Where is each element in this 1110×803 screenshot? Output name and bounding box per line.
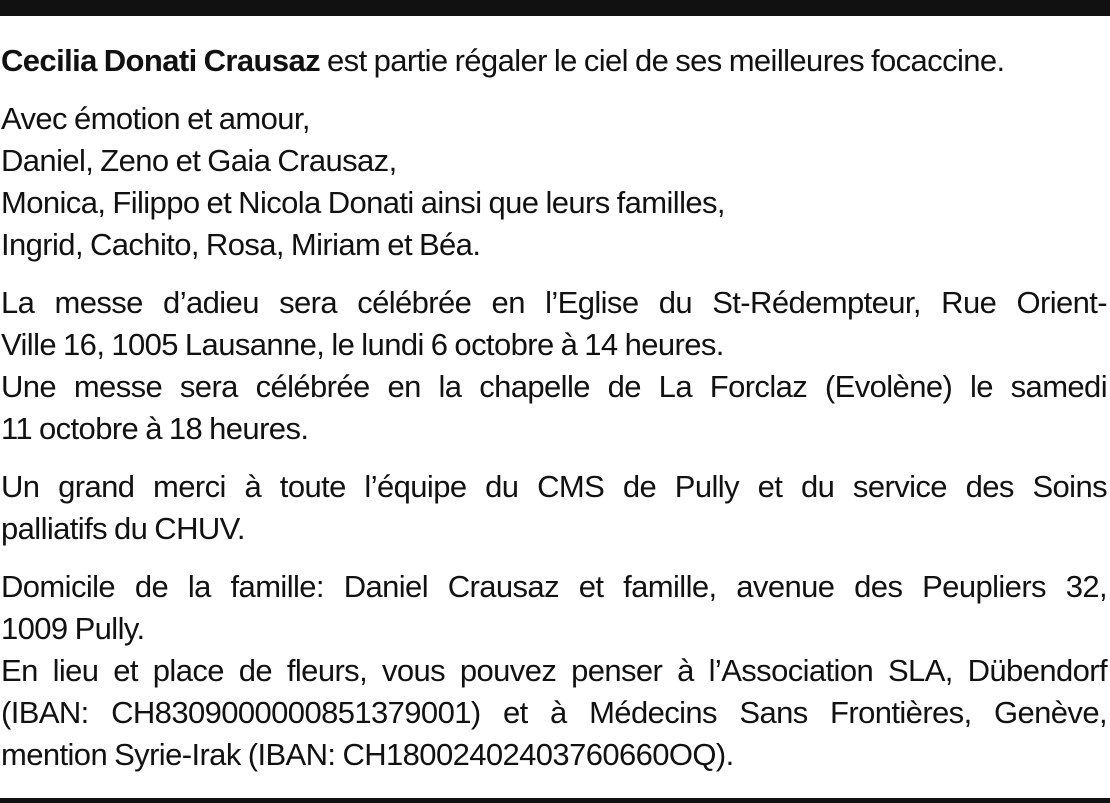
thanks-paragraph bbox=[1, 466, 1107, 550]
announcement-text: est partie régaler le ciel de ses meilleures focaccine. bbox=[320, 43, 1005, 78]
family-line: Ingrid, Cachito, Rosa, Miriam et Béa. bbox=[1, 227, 481, 262]
ceremony-line: Une messe sera célébrée en la chapelle de La Forclaz (Evolène) le samedi bbox=[1, 369, 1107, 404]
family-paragraph bbox=[1, 98, 1107, 266]
ceremony-line: Ville 16, 1005 Lausanne, le lundi 6 octobre à 14 heures. bbox=[1, 327, 724, 362]
ceremony-line: La messe d’adieu sera célébrée en l’Eglise du St-Rédempteur, Rue Orient- bbox=[1, 285, 1107, 320]
deceased-name: Cecilia Donati Crausaz bbox=[1, 43, 321, 78]
obituary-notice bbox=[1, 40, 1107, 792]
bottom-border-rule bbox=[0, 798, 1110, 803]
ceremony-paragraph bbox=[1, 282, 1107, 450]
family-line: Daniel, Zeno et Gaia Crausaz, bbox=[1, 143, 397, 178]
thanks-line: Un grand merci à toute l’équipe du CMS de Pully et du service des Soins bbox=[1, 469, 1107, 504]
thanks-line: palliatifs du CHUV. bbox=[1, 511, 245, 546]
donation-line: (IBAN: CH8309000000851379001) et à Médecins Sans Frontières, Genève, bbox=[1, 695, 1107, 730]
family-line: Monica, Filippo et Nicola Donati ainsi que leurs familles, bbox=[1, 185, 725, 220]
announcement-line bbox=[1, 40, 1107, 82]
ceremony-line: 11 octobre à 18 heures. bbox=[1, 411, 309, 446]
address-line: Domicile de la famille: Daniel Crausaz et famille, avenue des Peupliers 32, bbox=[1, 569, 1107, 604]
family-line: Avec émotion et amour, bbox=[1, 101, 310, 136]
announcement-paragraph bbox=[1, 40, 1107, 82]
top-border-rule bbox=[0, 0, 1110, 16]
address-line: 1009 Pully. bbox=[1, 611, 145, 646]
address-paragraph bbox=[1, 566, 1107, 776]
donation-line: En lieu et place de fleurs, vous pouvez penser à l’Association SLA, Dübendorf bbox=[1, 653, 1107, 688]
donation-line: mention Syrie-Irak (IBAN: CH18002402403760660OQ). bbox=[1, 737, 734, 772]
